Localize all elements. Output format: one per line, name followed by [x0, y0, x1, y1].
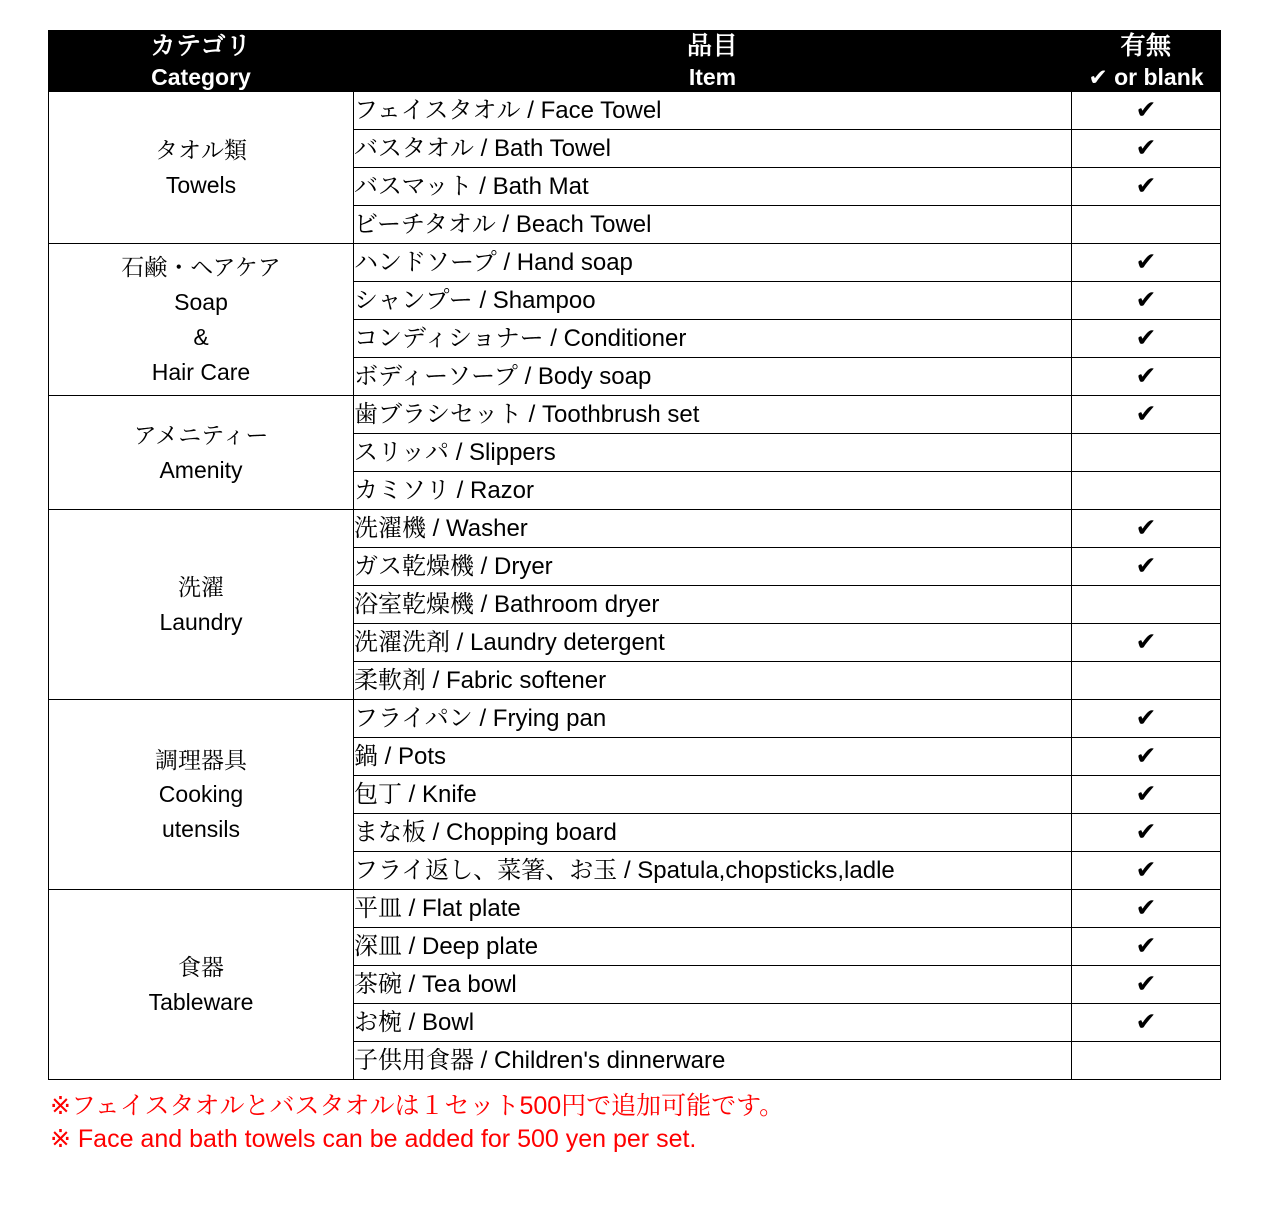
item-cell: 浴室乾燥機 / Bathroom dryer [354, 586, 1072, 624]
availability-cell [1072, 472, 1221, 510]
availability-cell: ✔ [1072, 776, 1221, 814]
category-line: 洗濯 [178, 574, 224, 601]
header-category-jp: カテゴリ [150, 32, 252, 60]
table-row [49, 510, 1221, 548]
item-cell: バスタオル / Bath Towel [354, 130, 1072, 168]
category-line: Soap [174, 289, 228, 316]
header-category-en: Category [151, 63, 251, 90]
header-item [354, 31, 1072, 92]
category-line: Hair Care [151, 358, 251, 385]
table-header [49, 31, 1221, 92]
availability-cell: ✔ [1072, 282, 1221, 320]
availability-cell: ✔ [1072, 966, 1221, 1004]
category-line: Cooking [158, 781, 244, 808]
item-cell: お椀 / Bowl [354, 1004, 1072, 1042]
category-line: Towels [165, 171, 237, 198]
notes-block [48, 1090, 1232, 1155]
item-cell: 深皿 / Deep plate [354, 928, 1072, 966]
category-cell [49, 700, 354, 890]
availability-cell [1072, 586, 1221, 624]
category-cell [49, 244, 354, 396]
header-item-en: Item [688, 63, 737, 90]
header-item-jp: 品目 [686, 32, 738, 60]
table-row [49, 396, 1221, 434]
category-line: アメニティー [133, 422, 269, 449]
availability-cell: ✔ [1072, 548, 1221, 586]
table-body [49, 92, 1221, 1080]
availability-cell: ✔ [1072, 396, 1221, 434]
category-line: 石鹸・ヘアケア [121, 254, 281, 281]
item-cell: 茶碗 / Tea bowl [354, 966, 1072, 1004]
availability-cell: ✔ [1072, 738, 1221, 776]
item-cell: 柔軟剤 / Fabric softener [354, 662, 1072, 700]
item-cell: まな板 / Chopping board [354, 814, 1072, 852]
availability-cell: ✔ [1072, 890, 1221, 928]
item-cell: ビーチタオル / Beach Towel [354, 206, 1072, 244]
table-row [49, 700, 1221, 738]
availability-cell: ✔ [1072, 852, 1221, 890]
category-line: 調理器具 [155, 746, 247, 773]
availability-cell: ✔ [1072, 700, 1221, 738]
header-availability [1072, 31, 1221, 92]
item-cell: フェイスタオル / Face Towel [354, 92, 1072, 130]
category-cell [49, 396, 354, 510]
availability-cell [1072, 662, 1221, 700]
availability-cell: ✔ [1072, 92, 1221, 130]
item-cell: ガス乾燥機 / Dryer [354, 548, 1072, 586]
header-availability-en: ✔ or blank [1088, 63, 1204, 90]
availability-cell: ✔ [1072, 814, 1221, 852]
availability-cell: ✔ [1072, 130, 1221, 168]
category-cell [49, 890, 354, 1080]
item-cell: バスマット / Bath Mat [354, 168, 1072, 206]
item-cell: フライパン / Frying pan [354, 700, 1072, 738]
availability-cell: ✔ [1072, 168, 1221, 206]
category-cell [49, 92, 354, 244]
category-line: タオル類 [155, 137, 247, 164]
item-cell: 包丁 / Knife [354, 776, 1072, 814]
availability-cell: ✔ [1072, 624, 1221, 662]
category-line: & [193, 323, 209, 350]
amenity-table [48, 30, 1221, 1080]
item-cell: カミソリ / Razor [354, 472, 1072, 510]
category-line: Tableware [148, 988, 254, 1015]
table-row [49, 92, 1221, 130]
availability-cell: ✔ [1072, 1004, 1221, 1042]
item-cell: フライ返し、菜箸、お玉 / Spatula,chopsticks,ladle [354, 852, 1072, 890]
availability-cell: ✔ [1072, 928, 1221, 966]
category-line: Amenity [159, 456, 243, 483]
note-english: ※ Face and bath towels can be added for 500 yen per set. [50, 1124, 697, 1153]
item-cell: ハンドソープ / Hand soap [354, 244, 1072, 282]
table-row [49, 890, 1221, 928]
item-cell: ボディーソープ / Body soap [354, 358, 1072, 396]
header-availability-jp: 有無 [1120, 32, 1172, 60]
note-japanese: ※フェイスタオルとバスタオルは１セット500円で追加可能です。 [50, 1092, 785, 1121]
item-cell: シャンプー / Shampoo [354, 282, 1072, 320]
item-cell: 洗濯機 / Washer [354, 510, 1072, 548]
category-line: utensils [162, 816, 240, 843]
item-cell: 子供用食器 / Children's dinnerware [354, 1042, 1072, 1080]
category-line: Laundry [159, 608, 243, 635]
availability-cell: ✔ [1072, 320, 1221, 358]
category-cell [49, 510, 354, 700]
item-cell: 鍋 / Pots [354, 738, 1072, 776]
availability-cell: ✔ [1072, 510, 1221, 548]
item-cell: スリッパ / Slippers [354, 434, 1072, 472]
availability-cell [1072, 434, 1221, 472]
availability-cell [1072, 206, 1221, 244]
item-cell: 洗濯洗剤 / Laundry detergent [354, 624, 1072, 662]
category-line: 食器 [178, 954, 224, 981]
item-cell: 平皿 / Flat plate [354, 890, 1072, 928]
availability-cell: ✔ [1072, 358, 1221, 396]
item-cell: コンディショナー / Conditioner [354, 320, 1072, 358]
availability-cell: ✔ [1072, 244, 1221, 282]
table-row [49, 244, 1221, 282]
table-header-row [49, 31, 1221, 92]
availability-cell [1072, 1042, 1221, 1080]
item-cell: 歯ブラシセット / Toothbrush set [354, 396, 1072, 434]
header-category [49, 31, 354, 92]
